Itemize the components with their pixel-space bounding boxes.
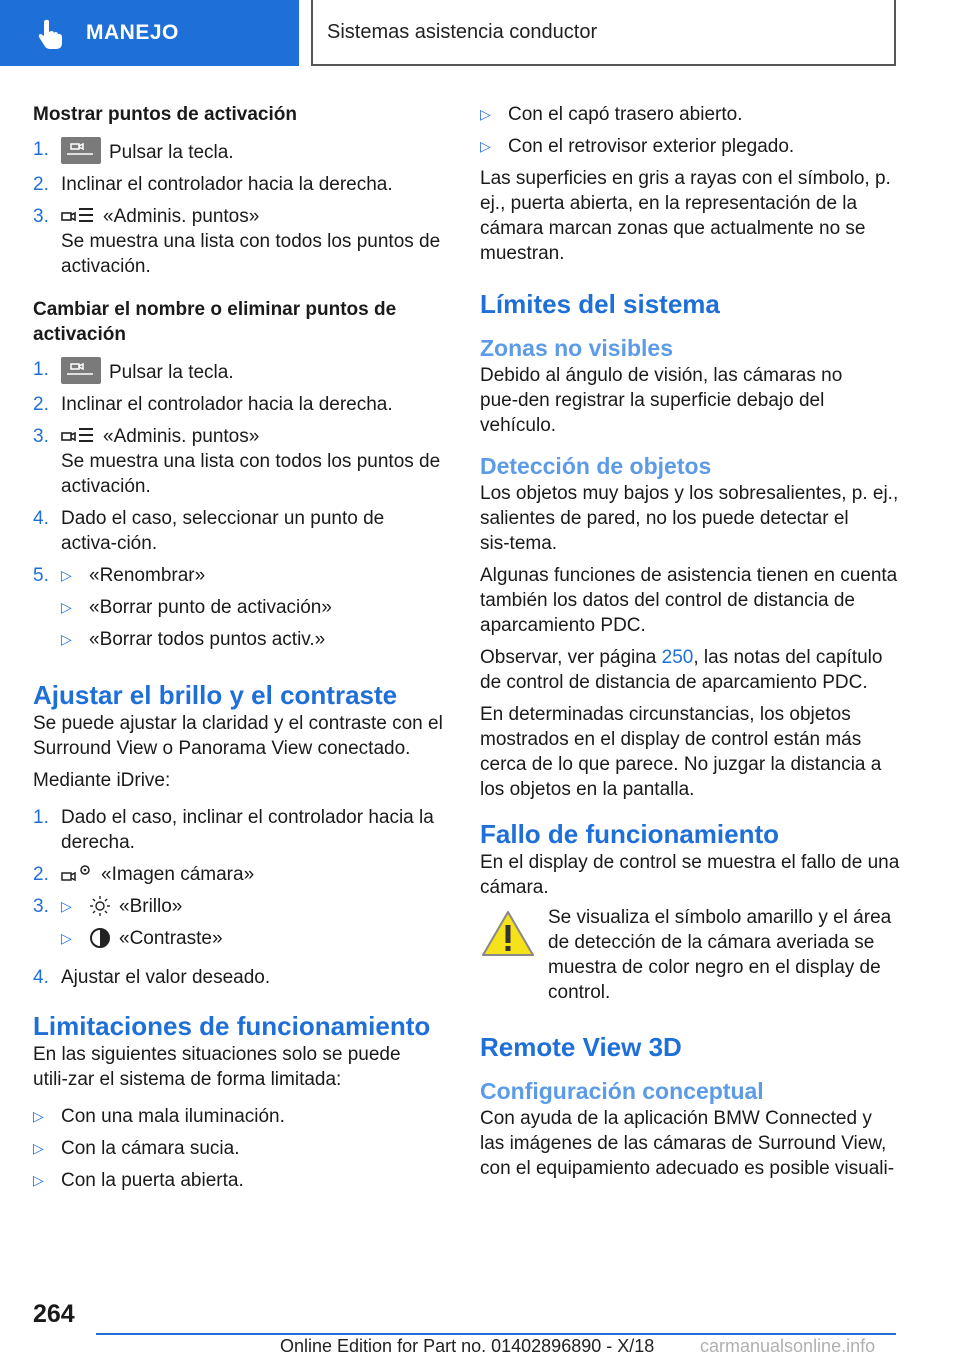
heading-malfunction: Fallo de funcionamiento bbox=[480, 819, 780, 849]
step-number: 2. bbox=[33, 394, 49, 415]
step-number: 4. bbox=[33, 508, 49, 529]
bullet-item bbox=[61, 627, 453, 652]
list-item bbox=[33, 357, 453, 385]
step-note: Se muestra una lista con todos los puntos de activación. bbox=[61, 231, 441, 277]
heading-system-limits: Límites del sistema bbox=[480, 289, 720, 319]
heading-show-points: Mostrar puntos de activación bbox=[33, 104, 297, 125]
paragraph: En determinadas circunstancias, los objetos mostrados en el display de control están más cerca de lo que parece. No juzgar la distancia a los objetos en la pantalla. bbox=[480, 704, 882, 800]
bullet-item bbox=[61, 595, 453, 620]
heading-limits: Limitaciones de funcionamiento bbox=[33, 1011, 431, 1041]
paragraph: Las superficies en gris a rayas con el símbolo, p. ej., puerta abierta, en la representación de la cámara marcan zonas que actualmente no se muestran. bbox=[480, 168, 891, 264]
list-item bbox=[33, 506, 453, 556]
step-text: Pulsar la tecla. bbox=[109, 362, 234, 383]
edition-text: Online Edition for Part no. 01402896890 - X/18 bbox=[280, 1336, 655, 1356]
bullet-text: Con la cámara sucia. bbox=[61, 1138, 240, 1159]
step-text: Ajustar el valor deseado. bbox=[61, 967, 271, 988]
step-text: «Adminis. puntos» bbox=[103, 206, 260, 227]
step-text: «Imagen cámara» bbox=[101, 864, 255, 885]
section-tab bbox=[0, 0, 299, 66]
section-label: MANEJO bbox=[86, 21, 179, 44]
triangle-bullet-icon: ▷ bbox=[33, 1172, 44, 1188]
triangle-bullet-icon: ▷ bbox=[61, 930, 72, 946]
bullet-text: «Borrar todos puntos activ.» bbox=[89, 629, 326, 650]
text: Observar, ver página bbox=[480, 647, 662, 668]
bullet-item bbox=[61, 894, 453, 919]
heading-rename-points: Cambiar el nombre o eliminar puntos de activación bbox=[33, 299, 397, 345]
list-item bbox=[33, 172, 453, 197]
warning-triangle-icon bbox=[480, 909, 536, 959]
page-link[interactable]: 250 bbox=[661, 647, 694, 668]
page-number: 264 bbox=[33, 1300, 75, 1328]
warning-text: Se visualiza el símbolo amarillo y el área de detección de la cámara averiada se muestra de color negro en el display de control. bbox=[548, 907, 892, 1003]
chapter-label: Sistemas asistencia conductor bbox=[327, 20, 598, 43]
contrast-icon bbox=[89, 927, 111, 949]
list-item bbox=[33, 965, 453, 990]
paragraph: Mediante iDrive: bbox=[33, 770, 171, 791]
list-item bbox=[33, 805, 453, 855]
step-number: 5. bbox=[33, 565, 49, 586]
step-number: 3. bbox=[33, 426, 49, 447]
warning-note bbox=[480, 907, 900, 1005]
hand-pointer-icon bbox=[34, 16, 68, 50]
bullet-text: «Brillo» bbox=[119, 896, 183, 917]
step-number: 1. bbox=[33, 139, 49, 160]
step-text: «Adminis. puntos» bbox=[103, 426, 260, 447]
triangle-bullet-icon: ▷ bbox=[480, 106, 491, 122]
manage-points-icon bbox=[61, 425, 95, 447]
bullet-text: Con el capó trasero abierto. bbox=[508, 104, 743, 125]
step-number: 4. bbox=[33, 967, 49, 988]
list-item bbox=[33, 424, 453, 499]
bullet-text: «Borrar punto de activación» bbox=[89, 597, 332, 618]
bullet-item bbox=[480, 134, 900, 159]
bullet-text: «Contraste» bbox=[119, 928, 223, 949]
watermark-text: carmanualsonline.info bbox=[700, 1336, 876, 1356]
paragraph: En las siguientes situaciones solo se puede utili‑zar el sistema de forma limitada: bbox=[33, 1044, 401, 1090]
triangle-bullet-icon: ▷ bbox=[61, 631, 72, 647]
text: , las notas del capítulo de control de distancia de aparcamiento PDC. bbox=[480, 647, 883, 693]
step-number: 3. bbox=[33, 206, 49, 227]
step-number: 3. bbox=[33, 896, 49, 917]
paragraph: Algunas funciones de asistencia tienen en cuenta también los datos del control de distancia de aparcamiento PDC. bbox=[480, 565, 898, 636]
step-note: Se muestra una lista con todos los puntos de activación. bbox=[61, 451, 441, 497]
page-header bbox=[0, 0, 960, 66]
bullet-text: «Renombrar» bbox=[89, 565, 206, 586]
bullet-item bbox=[33, 1136, 453, 1161]
bullet-text: Con una mala iluminación. bbox=[61, 1106, 285, 1127]
bullet-item bbox=[33, 1104, 453, 1129]
triangle-bullet-icon: ▷ bbox=[33, 1140, 44, 1156]
paragraph: Debido al ángulo de visión, las cámaras no pue‑den registrar la superficie debajo del vehículo. bbox=[480, 365, 843, 436]
list-item bbox=[33, 563, 453, 659]
bullet-item bbox=[33, 1168, 453, 1193]
step-number: 1. bbox=[33, 359, 49, 380]
list-item bbox=[33, 392, 453, 417]
step-text: Dado el caso, seleccionar un punto de activa‑ción. bbox=[61, 508, 385, 554]
step-number: 2. bbox=[33, 864, 49, 885]
camera-key-icon bbox=[61, 357, 101, 384]
triangle-bullet-icon: ▷ bbox=[61, 898, 72, 914]
triangle-bullet-icon: ▷ bbox=[480, 138, 491, 154]
footer-divider bbox=[96, 1333, 896, 1335]
list-item bbox=[33, 894, 453, 958]
step-number: 2. bbox=[33, 174, 49, 195]
step-text: Dado el caso, inclinar el controlador hacia la derecha. bbox=[61, 807, 434, 853]
list-item bbox=[33, 862, 453, 887]
list-item bbox=[33, 204, 453, 279]
manage-points-icon bbox=[61, 205, 95, 227]
step-number: 1. bbox=[33, 807, 49, 828]
chapter-tab bbox=[311, 0, 896, 66]
step-text: Inclinar el controlador hacia la derecha. bbox=[61, 174, 393, 195]
triangle-bullet-icon: ▷ bbox=[61, 567, 72, 583]
bullet-item bbox=[61, 563, 453, 588]
paragraph bbox=[480, 645, 900, 695]
bullet-item bbox=[61, 926, 453, 951]
heading-brightness: Ajustar el brillo y el contraste bbox=[33, 680, 398, 710]
camera-settings-icon bbox=[61, 863, 93, 885]
heading-blind-zones: Zonas no visibles bbox=[480, 335, 673, 361]
paragraph: Con ayuda de la aplicación BMW Connected y las imágenes de las cámaras de Surround View, con el equipamiento adecuado es posible visuali‑ bbox=[480, 1108, 895, 1179]
bullet-text: Con el retrovisor exterior plegado. bbox=[508, 136, 795, 157]
bullet-item bbox=[480, 102, 900, 127]
triangle-bullet-icon: ▷ bbox=[33, 1108, 44, 1124]
list-item bbox=[33, 137, 453, 165]
step-text: Inclinar el controlador hacia la derecha. bbox=[61, 394, 393, 415]
heading-object-detection: Detección de objetos bbox=[480, 453, 712, 479]
right-column bbox=[480, 102, 900, 1188]
paragraph: Los objetos muy bajos y los sobresalientes, p. ej., salientes de pared, no los puede detectar el sis‑tema. bbox=[480, 483, 899, 554]
heading-concept: Configuración conceptual bbox=[480, 1078, 764, 1104]
camera-key-icon bbox=[61, 137, 101, 164]
triangle-bullet-icon: ▷ bbox=[61, 599, 72, 615]
brightness-icon bbox=[89, 895, 111, 917]
left-column bbox=[33, 102, 453, 1200]
bullet-text: Con la puerta abierta. bbox=[61, 1170, 244, 1191]
paragraph: En el display de control se muestra el fallo de una cámara. bbox=[480, 852, 900, 898]
heading-remote-view: Remote View 3D bbox=[480, 1032, 682, 1062]
step-text: Pulsar la tecla. bbox=[109, 142, 234, 163]
paragraph: Se puede ajustar la claridad y el contraste con el Surround View o Panorama View conectado. bbox=[33, 713, 443, 759]
